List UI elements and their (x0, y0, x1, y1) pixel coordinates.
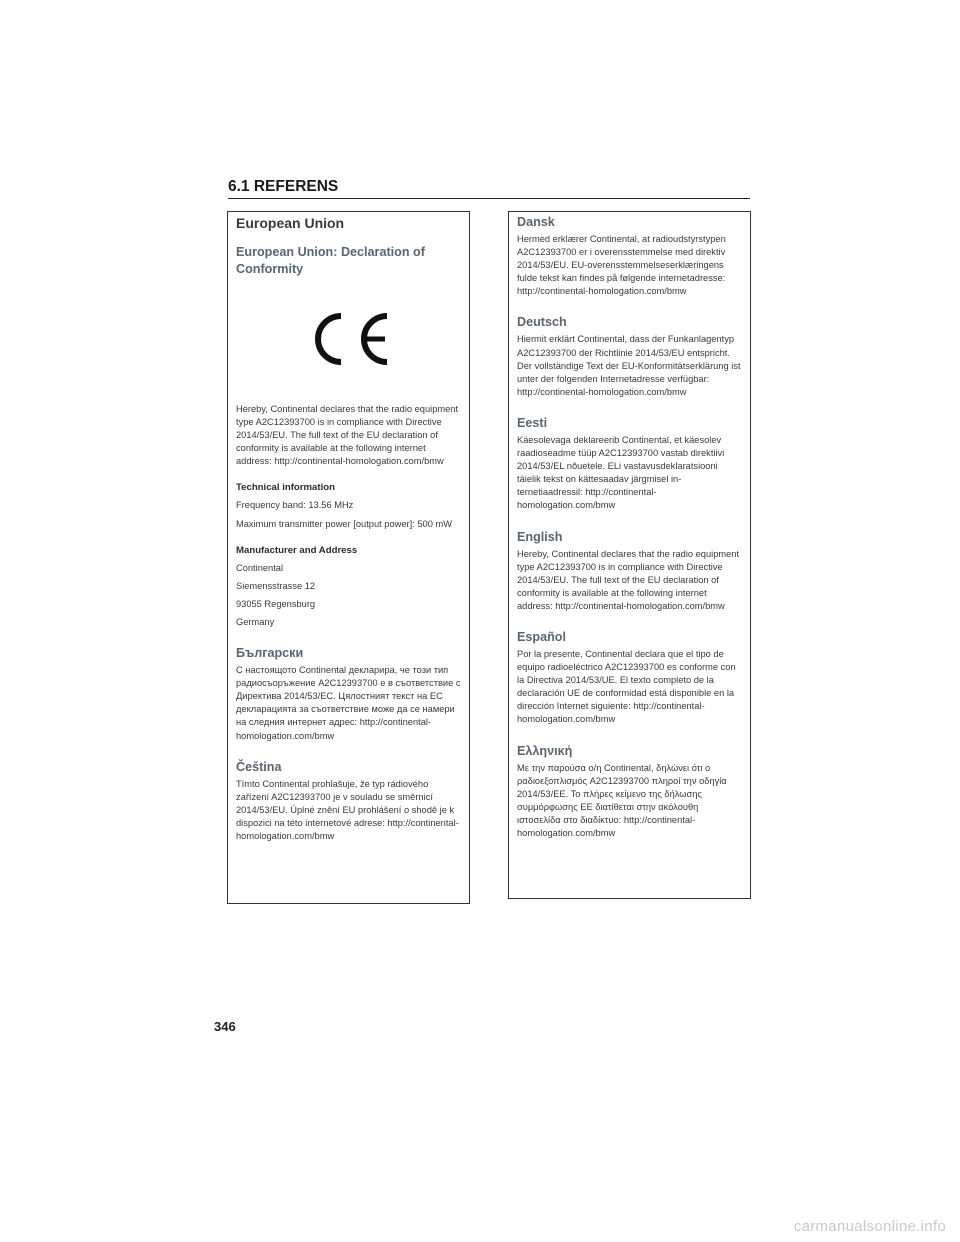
language-text-danish: Hermed erklærer Continental, at radioudstyrstypen A2C12393700 er i overensstemmelse med direktiv 2014/53/EU. EU-overensstemmelseserklæringens fulde tekst kan findes på følgende internetadresse: http://continental-homologation.com/bmw (517, 234, 726, 297)
intro-paragraph: Hereby, Continental declares that the radio equipment type A2C12393700 is in compliance with Directive 2014/53/EU. The full text of the EU declaration of conformity is available at the following internet address: http://continental-homologation.com/bmw (236, 404, 459, 467)
language-heading-german: Deutsch (517, 315, 567, 330)
language-text-greek: Με την παρούσα ο/η Continental, δηλώνει ότι ο ραδιοεξοπλισμός A2C12393700 πληροί την οδηγία 2014/53/ΕΕ. Το πλήρες κείμενο της δήλωσης συμμόρφωσης ΕΕ διατίθεται στην ακόλουθη ιστοσελίδα στο διαδίκτυο: http://continental-homologation.com/bmw (517, 762, 727, 838)
language-text-spanish: Por la presente, Continental declara que el tipo de equipo radioeléctrico A2C12393700 es conforme con la Directiva 2014/53/UE. El texto completo de la declaración UE de conformidad está disponible en la dirección Internet siguiente: http://continental-homologation.com/bmw (517, 648, 736, 725)
power-text: Maximum transmitter power [output power]: 500 mW (236, 518, 452, 529)
language-text-german: Hiermit erklärt Continental, dass der Funkanlagentyp A2C12393700 der Richtlinie 2014/53/EU entspricht. Der vollständige Text der EU-Konformitätserklärung ist unter der folgenden Internetadresse verfügbar: http://continental-homologation.com/bmw (517, 334, 741, 397)
technical-heading: Technical information (236, 482, 335, 494)
page-number: 346 (214, 1019, 236, 1034)
language-heading-english: English (517, 529, 563, 544)
language-heading-danish: Dansk (517, 215, 555, 229)
language-text-english: Hereby, Continental declares that the radio equipment type A2C12393700 is in compliance with Directive 2014/53/EU. The full text of the EU declaration of conformity is available at the following internet address: http://continental-homologation.com/bmw (517, 548, 740, 611)
address-line: Germany (236, 616, 275, 627)
language-heading-estonian: Eesti (517, 415, 548, 430)
declaration-heading: European Union: Declaration of Conformity (236, 245, 425, 276)
language-heading-spanish: Español (517, 629, 566, 644)
left-column-box (227, 211, 470, 904)
language-text-estonian: Käesolevaga deklareerib Continental, et käesolev raadioseadme tüüp A2C12393700 vastab direktiivi 2014/53/EL nõuetele. ELi vastavusdeklaratsiooni täielik tekst on kättesaadav järgmisel internetiaadressil: http://continental-homologation.com/bmw (517, 434, 725, 511)
manufacturer-heading: Manufacturer and Address (236, 544, 358, 556)
frequency-text: Frequency band: 13.56 MHz (236, 500, 354, 511)
ce-mark-logo (305, 308, 393, 370)
address-line: Continental (236, 562, 284, 573)
right-column-box (508, 211, 751, 899)
language-heading-czech: Čeština (236, 759, 282, 774)
address-line: 93055 Regensburg (236, 598, 316, 609)
language-text-czech: Tímto Continental prohlašuje, že typ rádiového zařízení A2C12393700 je v souladu se směrnicí 2014/53/EU. Úplné znění EU prohlášení o shodě je k dispozici na této internetové adrese: http://continental-homologation.com/bmw (236, 778, 459, 841)
section-divider (228, 198, 750, 199)
main-heading: European Union (236, 215, 345, 231)
language-text-bulgarian: С настоящото Continental декларира, че този тип радиосъоръжение A2C12393700 е в съответствие с Директива 2014/53/EC. Цялостният текст на ЕС декларацията за съответствие може да се намери на следния интернет адрес: http://continental-homologation.com/bmw (236, 665, 461, 741)
watermark-text: carmanualsonline.info (793, 1218, 946, 1235)
address-line: Siemensstrasse 12 (236, 580, 316, 591)
section-title: 6.1 REFERENS (228, 178, 339, 195)
language-heading-bulgarian: Български (236, 646, 304, 661)
language-heading-greek: Ελληνική (517, 743, 573, 758)
